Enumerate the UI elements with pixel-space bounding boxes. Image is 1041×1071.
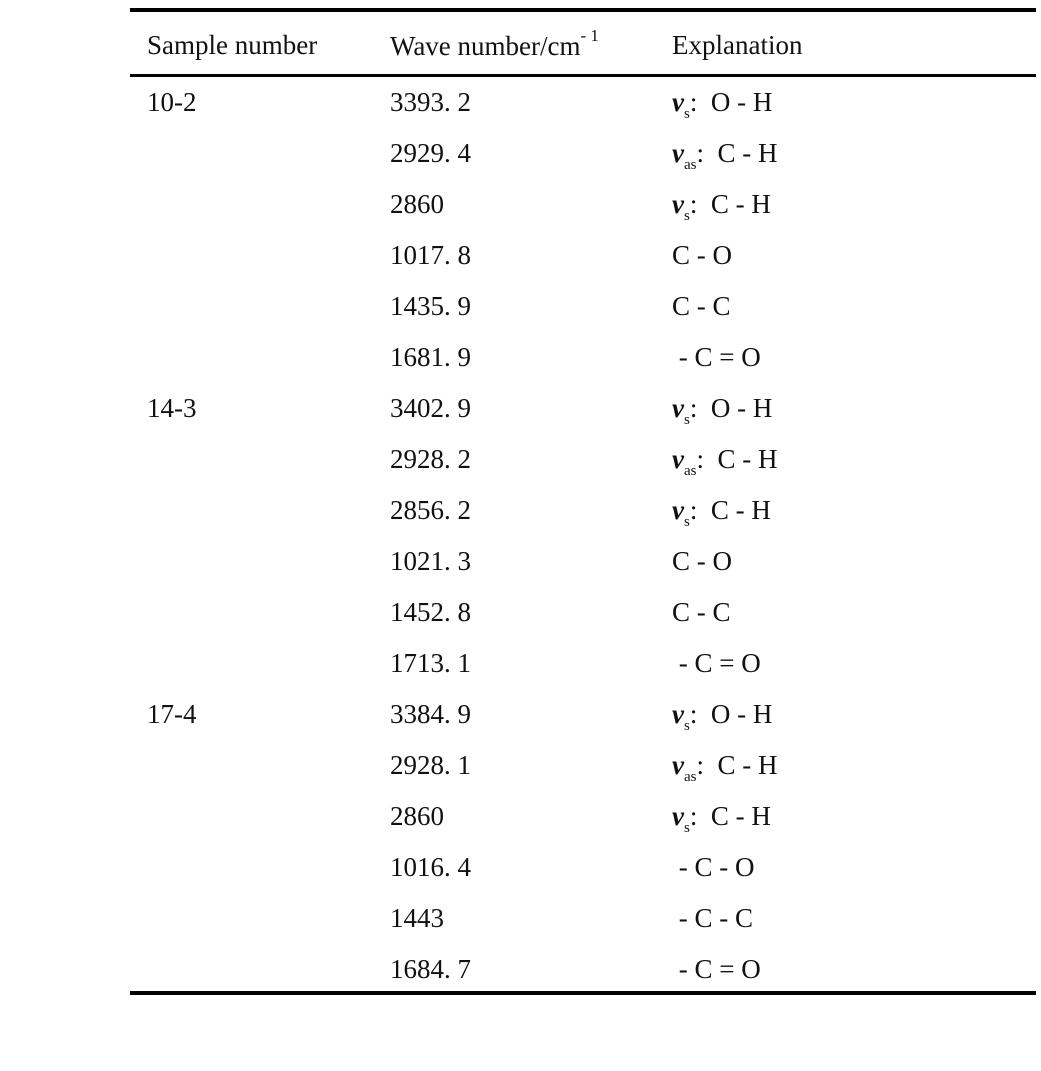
table-row (130, 128, 1036, 179)
nu-subscript: s (683, 412, 690, 428)
nu-symbol: ν (672, 189, 684, 219)
cell-wave-number: 2860 (390, 801, 444, 831)
cell-explanation (672, 393, 773, 428)
explanation-text: C - O (672, 240, 732, 270)
table-row (130, 77, 1036, 128)
explanation-text: : C - H (689, 801, 771, 831)
header-explanation: Explanation (672, 30, 803, 60)
cell-explanation (672, 597, 731, 628)
table-row (130, 638, 1036, 689)
cell-wave-number: 1435. 9 (390, 291, 471, 321)
explanation-text: : C - H (696, 444, 778, 474)
table-row (130, 434, 1036, 485)
cell-wave-number: 2860 (390, 189, 444, 219)
table-row (130, 332, 1036, 383)
explanation-text: C - O (672, 546, 732, 576)
nu-symbol: ν (672, 393, 684, 423)
cell-explanation (672, 189, 771, 224)
cell-explanation (672, 750, 778, 785)
cell-wave-number: 1016. 4 (390, 852, 471, 882)
explanation-text: - C - C (672, 903, 753, 933)
cell-explanation (672, 138, 778, 173)
cell-wave-number: 2856. 2 (390, 495, 471, 525)
nu-symbol: ν (672, 750, 684, 780)
cell-wave-number: 1443 (390, 903, 444, 933)
table-row (130, 485, 1036, 536)
table-row (130, 944, 1036, 995)
nu-symbol: ν (672, 87, 684, 117)
table-row (130, 230, 1036, 281)
explanation-text: C - C (672, 291, 731, 321)
cell-sample-number: 10-2 (147, 87, 197, 117)
table-header-row (130, 12, 1036, 74)
nu-subscript: as (683, 769, 697, 785)
cell-explanation (672, 240, 732, 271)
explanation-text: - C = O (672, 954, 761, 984)
nu-symbol: ν (672, 495, 684, 525)
cell-explanation (672, 852, 755, 883)
explanation-text: - C = O (672, 648, 761, 678)
table-row (130, 179, 1036, 230)
header-wave-number (390, 26, 599, 62)
cell-wave-number: 3384. 9 (390, 699, 471, 729)
nu-subscript: as (683, 157, 697, 173)
nu-symbol: ν (672, 138, 684, 168)
table-row (130, 689, 1036, 740)
header-wave-label: Wave number/cm (390, 31, 581, 61)
cell-wave-number: 3402. 9 (390, 393, 471, 423)
cell-explanation (672, 699, 773, 734)
cell-wave-number: 1017. 8 (390, 240, 471, 270)
table-row (130, 383, 1036, 434)
header-sample-number: Sample number (147, 30, 318, 60)
cell-wave-number: 1452. 8 (390, 597, 471, 627)
cell-explanation (672, 903, 753, 934)
cell-explanation (672, 648, 761, 679)
explanation-text: C - C (672, 597, 731, 627)
nu-symbol: ν (672, 801, 684, 831)
ir-table (130, 8, 1036, 995)
cell-wave-number: 1021. 3 (390, 546, 471, 576)
explanation-text: : C - H (689, 495, 771, 525)
table-row (130, 842, 1036, 893)
cell-explanation (672, 954, 761, 985)
cell-wave-number: 2929. 4 (390, 138, 471, 168)
cell-explanation (672, 801, 771, 836)
cell-sample-number: 17-4 (147, 699, 197, 729)
explanation-text: : C - H (696, 138, 778, 168)
nu-symbol: ν (672, 444, 684, 474)
cell-wave-number: 3393. 2 (390, 87, 471, 117)
cell-wave-number: 2928. 2 (390, 444, 471, 474)
table-body (130, 77, 1036, 991)
explanation-text: - C - O (672, 852, 755, 882)
cell-explanation (672, 444, 778, 479)
cell-explanation (672, 495, 771, 530)
table-row (130, 791, 1036, 842)
explanation-text: : O - H (689, 393, 773, 423)
table-row (130, 587, 1036, 638)
cell-sample-number: 14-3 (147, 393, 197, 423)
cell-explanation (672, 342, 761, 373)
table-row (130, 536, 1036, 587)
cell-wave-number: 1684. 7 (390, 954, 471, 984)
explanation-text: : C - H (696, 750, 778, 780)
nu-subscript: s (683, 820, 690, 836)
header-wave-unit-exponent: - 1 (580, 26, 599, 45)
explanation-text: : C - H (689, 189, 771, 219)
explanation-text: - C = O (672, 342, 761, 372)
nu-subscript: s (683, 718, 690, 734)
nu-symbol: ν (672, 699, 684, 729)
cell-wave-number: 1713. 1 (390, 648, 471, 678)
cell-explanation (672, 546, 732, 577)
nu-subscript: s (683, 106, 690, 122)
nu-subscript: s (683, 514, 690, 530)
cell-wave-number: 1681. 9 (390, 342, 471, 372)
cell-explanation (672, 87, 773, 122)
explanation-text: : O - H (689, 87, 773, 117)
cell-wave-number: 2928. 1 (390, 750, 471, 780)
table-row (130, 740, 1036, 791)
table-row (130, 281, 1036, 332)
nu-subscript: as (683, 463, 697, 479)
cell-explanation (672, 291, 731, 322)
table-row (130, 893, 1036, 944)
nu-subscript: s (683, 208, 690, 224)
explanation-text: : O - H (689, 699, 773, 729)
